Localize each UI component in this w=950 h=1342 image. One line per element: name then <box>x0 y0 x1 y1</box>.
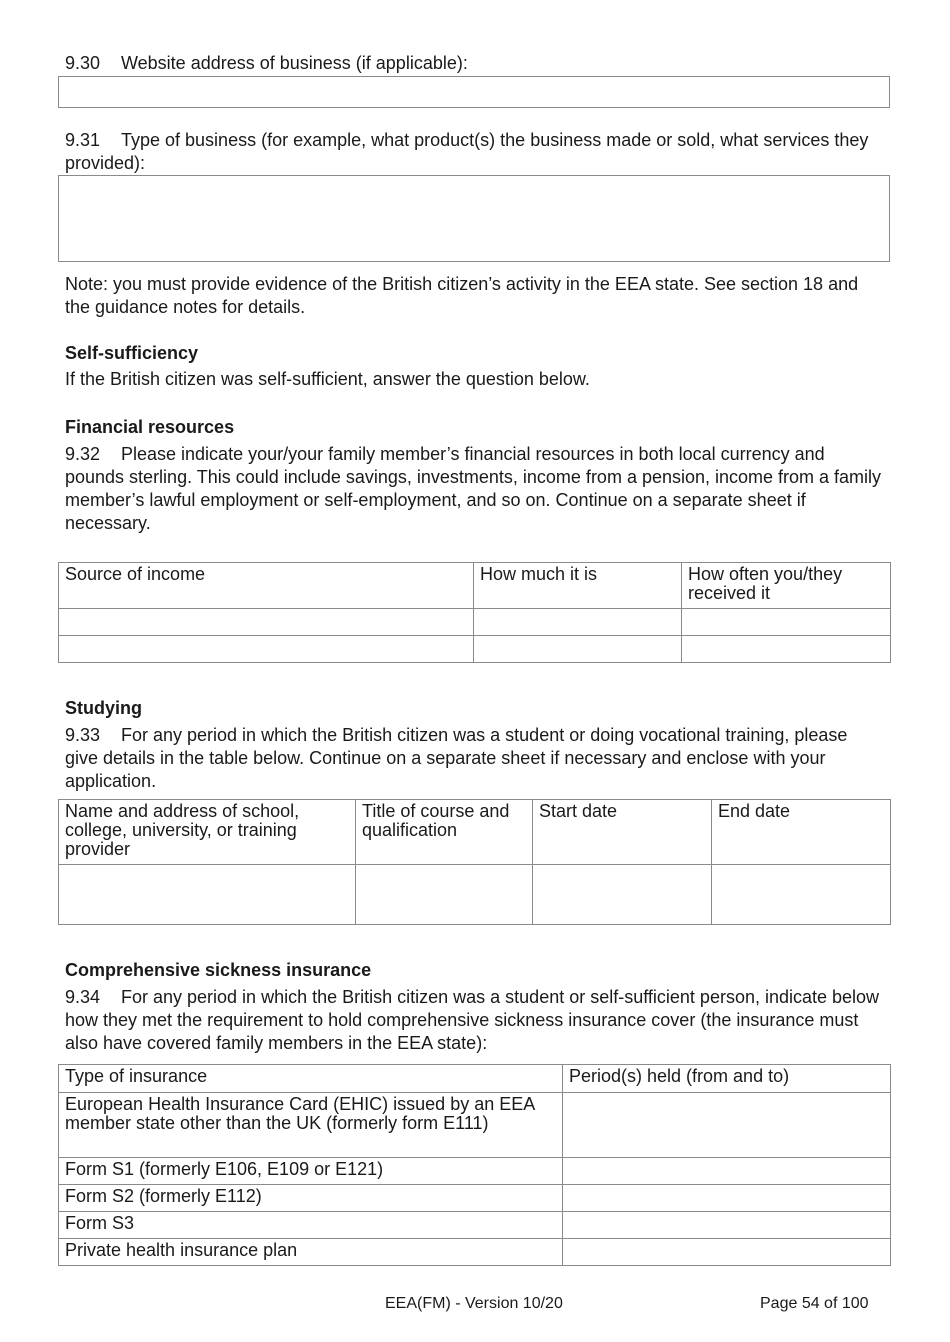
table-header-row <box>59 1065 891 1093</box>
insurance-type-form-s2: Form S2 (formerly E112) <box>59 1185 563 1212</box>
period-held-cell[interactable] <box>563 1239 891 1266</box>
insurance-type-private: Private health insurance plan <box>59 1239 563 1266</box>
website-address-input[interactable] <box>58 76 890 108</box>
financial-resources-table <box>58 562 891 663</box>
question-number: 9.31 <box>65 130 101 150</box>
question-9-33 <box>65 724 885 793</box>
table-row <box>59 636 891 663</box>
question-number: 9.33 <box>65 725 101 745</box>
question-9-32 <box>65 443 885 535</box>
question-number: 9.30 <box>65 53 101 73</box>
question-number: 9.34 <box>65 987 101 1007</box>
evidence-note: Note: you must provide evidence of the British citizen’s activity in the EEA state. See section 18 and the guidance notes for details. <box>65 274 859 317</box>
table-header-row <box>59 563 891 609</box>
self-sufficiency-text: If the British citizen was self-sufficient, answer the question below. <box>65 369 590 389</box>
question-text: Type of business (for example, what product(s) the business made or sold, what services they provided): <box>65 130 869 173</box>
insurance-type-form-s1: Form S1 (formerly E106, E109 or E121) <box>59 1158 563 1185</box>
amount-cell[interactable] <box>474 609 682 636</box>
question-text: Website address of business (if applicable): <box>121 53 468 73</box>
question-text: For any period in which the British citizen was a student or self-sufficient person, indicate below how they met the requirement to hold comprehensive sickness insurance cover (the insurance must also have covered family members in the EEA state): <box>65 987 880 1053</box>
question-text: For any period in which the British citizen was a student or doing vocational training, please give details in the table below. Continue on a separate sheet if necessary and enclose with your application. <box>65 725 848 791</box>
start-date-cell[interactable] <box>533 865 712 925</box>
table-row <box>59 1158 891 1185</box>
school-name-address-cell[interactable] <box>59 865 356 925</box>
frequency-cell[interactable] <box>682 636 891 663</box>
source-of-income-cell[interactable] <box>59 609 474 636</box>
studying-table <box>58 799 891 925</box>
self-sufficiency-heading: Self-sufficiency <box>65 343 199 363</box>
question-number: 9.32 <box>65 444 101 464</box>
header-type-of-insurance: Type of insurance <box>59 1065 563 1093</box>
header-period-held: Period(s) held (from and to) <box>563 1065 891 1093</box>
table-row <box>59 865 891 925</box>
financial-resources-heading: Financial resources <box>65 417 235 437</box>
header-how-often: How often you/they received it <box>682 563 891 609</box>
page-number: Page 54 of 100 <box>760 1295 869 1312</box>
source-of-income-cell[interactable] <box>59 636 474 663</box>
period-held-cell[interactable] <box>563 1093 891 1158</box>
header-school-name-address: Name and address of school, college, university, or training provider <box>59 800 356 865</box>
header-source-of-income: Source of income <box>59 563 474 609</box>
end-date-cell[interactable] <box>712 865 891 925</box>
table-row <box>59 1185 891 1212</box>
amount-cell[interactable] <box>474 636 682 663</box>
header-end-date: End date <box>712 800 891 865</box>
table-row <box>59 1093 891 1158</box>
insurance-type-ehic: European Health Insurance Card (EHIC) issued by an EEA member state other than the UK (formerly form E111) <box>59 1093 563 1158</box>
period-held-cell[interactable] <box>563 1185 891 1212</box>
insurance-type-form-s3: Form S3 <box>59 1212 563 1239</box>
business-type-textarea[interactable] <box>58 175 890 262</box>
question-9-31 <box>65 129 885 175</box>
header-course-title: Title of course and qualification <box>356 800 533 865</box>
table-row <box>59 1239 891 1266</box>
header-how-much: How much it is <box>474 563 682 609</box>
question-9-34 <box>65 986 885 1055</box>
insurance-table <box>58 1064 891 1266</box>
table-row <box>59 1212 891 1239</box>
question-text: Please indicate your/your family member’s financial resources in both local currency and pounds sterling. This could include savings, investments, income from a pension, income from a family member’s lawful employment or self-employment, and so on. Continue on a separate sheet if necessary. <box>65 444 882 533</box>
period-held-cell[interactable] <box>563 1158 891 1185</box>
question-9-30 <box>65 52 885 75</box>
frequency-cell[interactable] <box>682 609 891 636</box>
studying-heading: Studying <box>65 698 142 718</box>
period-held-cell[interactable] <box>563 1212 891 1239</box>
header-start-date: Start date <box>533 800 712 865</box>
table-header-row <box>59 800 891 865</box>
table-row <box>59 609 891 636</box>
sickness-insurance-heading: Comprehensive sickness insurance <box>65 960 372 980</box>
form-version: EEA(FM) - Version 10/20 <box>385 1295 563 1312</box>
course-title-cell[interactable] <box>356 865 533 925</box>
